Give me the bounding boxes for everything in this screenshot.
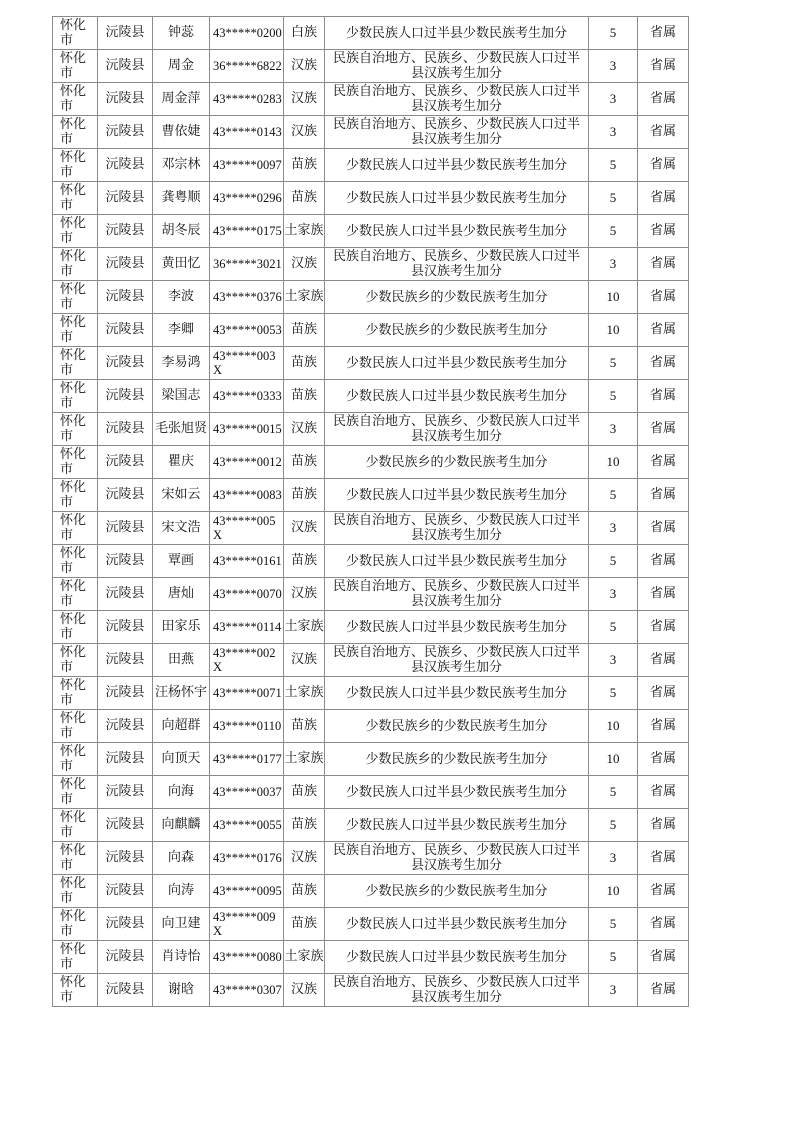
id-number-cell: 43*****0114 [210,611,284,644]
bonus-points-cell: 3 [589,578,638,611]
bonus-item-cell: 少数民族人口过半县少数民族考生加分 [325,908,589,941]
table-row [53,182,689,215]
table-row [53,149,689,182]
city-cell: 怀化市 [53,578,98,611]
city-cell: 怀化市 [53,149,98,182]
bonus-points-cell: 5 [589,908,638,941]
table-row [53,710,689,743]
bonus-item-cell: 少数民族人口过半县少数民族考生加分 [325,347,589,380]
ethnicity-cell: 白族 [284,17,325,50]
name-cell: 唐灿 [153,578,210,611]
id-number-cell: 43*****0283 [210,83,284,116]
affiliation-cell: 省属 [638,809,689,842]
bonus-points-cell: 3 [589,83,638,116]
county-cell: 沅陵县 [98,446,153,479]
city-cell: 怀化市 [53,281,98,314]
table-row [53,83,689,116]
city-cell: 怀化市 [53,182,98,215]
bonus-item-cell: 少数民族人口过半县少数民族考生加分 [325,479,589,512]
table-row [53,314,689,347]
county-cell: 沅陵县 [98,809,153,842]
id-number-cell: 43*****0070 [210,578,284,611]
bonus-points-cell: 5 [589,380,638,413]
city-cell: 怀化市 [53,611,98,644]
table-row [53,215,689,248]
bonus-points-cell: 3 [589,413,638,446]
name-cell: 向麒麟 [153,809,210,842]
bonus-points-table [52,16,689,1007]
bonus-item-cell: 少数民族人口过半县少数民族考生加分 [325,182,589,215]
county-cell: 沅陵县 [98,908,153,941]
ethnicity-cell: 汉族 [284,116,325,149]
id-number-cell: 43*****0177 [210,743,284,776]
city-cell: 怀化市 [53,512,98,545]
table-row [53,677,689,710]
table-row [53,941,689,974]
county-cell: 沅陵县 [98,644,153,677]
name-cell: 宋文浩 [153,512,210,545]
bonus-item-cell: 少数民族人口过半县少数民族考生加分 [325,677,589,710]
id-number-cell: 43*****009X [210,908,284,941]
city-cell: 怀化市 [53,545,98,578]
city-cell: 怀化市 [53,17,98,50]
ethnicity-cell: 土家族 [284,941,325,974]
id-number-cell: 43*****0333 [210,380,284,413]
bonus-points-cell: 5 [589,17,638,50]
bonus-item-cell: 民族自治地方、民族乡、少数民族人口过半县汉族考生加分 [325,413,589,446]
bonus-points-cell: 10 [589,875,638,908]
bonus-item-cell: 少数民族人口过半县少数民族考生加分 [325,149,589,182]
bonus-item-cell: 少数民族乡的少数民族考生加分 [325,281,589,314]
county-cell: 沅陵县 [98,743,153,776]
affiliation-cell: 省属 [638,677,689,710]
bonus-item-cell: 少数民族乡的少数民族考生加分 [325,875,589,908]
city-cell: 怀化市 [53,83,98,116]
county-cell: 沅陵县 [98,281,153,314]
bonus-item-cell: 少数民族乡的少数民族考生加分 [325,446,589,479]
id-number-cell: 43*****0307 [210,974,284,1007]
city-cell: 怀化市 [53,941,98,974]
city-cell: 怀化市 [53,809,98,842]
city-cell: 怀化市 [53,875,98,908]
county-cell: 沅陵县 [98,545,153,578]
county-cell: 沅陵县 [98,314,153,347]
id-number-cell: 43*****0095 [210,875,284,908]
ethnicity-cell: 土家族 [284,281,325,314]
id-number-cell: 43*****0296 [210,182,284,215]
table-row [53,809,689,842]
bonus-points-cell: 3 [589,116,638,149]
county-cell: 沅陵县 [98,842,153,875]
bonus-item-cell: 民族自治地方、民族乡、少数民族人口过半县汉族考生加分 [325,842,589,875]
id-number-cell: 43*****0110 [210,710,284,743]
city-cell: 怀化市 [53,446,98,479]
table-row [53,743,689,776]
affiliation-cell: 省属 [638,281,689,314]
bonus-points-cell: 5 [589,479,638,512]
affiliation-cell: 省属 [638,248,689,281]
county-cell: 沅陵县 [98,248,153,281]
bonus-points-cell: 3 [589,842,638,875]
bonus-points-cell: 3 [589,50,638,83]
county-cell: 沅陵县 [98,149,153,182]
name-cell: 胡冬辰 [153,215,210,248]
affiliation-cell: 省属 [638,215,689,248]
affiliation-cell: 省属 [638,380,689,413]
affiliation-cell: 省属 [638,578,689,611]
id-number-cell: 36*****6822 [210,50,284,83]
city-cell: 怀化市 [53,908,98,941]
city-cell: 怀化市 [53,710,98,743]
city-cell: 怀化市 [53,776,98,809]
affiliation-cell: 省属 [638,83,689,116]
bonus-item-cell: 民族自治地方、民族乡、少数民族人口过半县汉族考生加分 [325,248,589,281]
table-row [53,776,689,809]
id-number-cell: 43*****0175 [210,215,284,248]
ethnicity-cell: 汉族 [284,248,325,281]
bonus-points-cell: 5 [589,776,638,809]
affiliation-cell: 省属 [638,512,689,545]
name-cell: 黄田忆 [153,248,210,281]
table-row [53,479,689,512]
bonus-points-cell: 5 [589,347,638,380]
city-cell: 怀化市 [53,314,98,347]
affiliation-cell: 省属 [638,842,689,875]
id-number-cell: 43*****0012 [210,446,284,479]
table-row [53,545,689,578]
ethnicity-cell: 汉族 [284,974,325,1007]
ethnicity-cell: 苗族 [284,710,325,743]
table-row [53,644,689,677]
ethnicity-cell: 苗族 [284,809,325,842]
bonus-item-cell: 少数民族人口过半县少数民族考生加分 [325,215,589,248]
name-cell: 周金 [153,50,210,83]
bonus-item-cell: 民族自治地方、民族乡、少数民族人口过半县汉族考生加分 [325,512,589,545]
table-row [53,446,689,479]
table-row [53,842,689,875]
name-cell: 汪杨怀宇 [153,677,210,710]
affiliation-cell: 省属 [638,908,689,941]
name-cell: 梁国志 [153,380,210,413]
id-number-cell: 43*****0097 [210,149,284,182]
city-cell: 怀化市 [53,413,98,446]
ethnicity-cell: 苗族 [284,380,325,413]
county-cell: 沅陵县 [98,50,153,83]
affiliation-cell: 省属 [638,182,689,215]
ethnicity-cell: 苗族 [284,908,325,941]
affiliation-cell: 省属 [638,50,689,83]
table-row [53,875,689,908]
affiliation-cell: 省属 [638,116,689,149]
city-cell: 怀化市 [53,743,98,776]
county-cell: 沅陵县 [98,974,153,1007]
county-cell: 沅陵县 [98,875,153,908]
bonus-item-cell: 少数民族人口过半县少数民族考生加分 [325,809,589,842]
city-cell: 怀化市 [53,50,98,83]
bonus-item-cell: 少数民族人口过半县少数民族考生加分 [325,776,589,809]
name-cell: 向森 [153,842,210,875]
county-cell: 沅陵县 [98,941,153,974]
bonus-points-cell: 5 [589,677,638,710]
bonus-points-cell: 5 [589,611,638,644]
city-cell: 怀化市 [53,347,98,380]
id-number-cell: 43*****005X [210,512,284,545]
affiliation-cell: 省属 [638,545,689,578]
name-cell: 李易鸿 [153,347,210,380]
name-cell: 宋如云 [153,479,210,512]
bonus-points-cell: 5 [589,215,638,248]
id-number-cell: 43*****0176 [210,842,284,875]
bonus-points-cell: 3 [589,644,638,677]
city-cell: 怀化市 [53,248,98,281]
ethnicity-cell: 汉族 [284,83,325,116]
bonus-points-cell: 3 [589,248,638,281]
bonus-item-cell: 少数民族人口过半县少数民族考生加分 [325,611,589,644]
bonus-points-cell: 3 [589,974,638,1007]
bonus-item-cell: 少数民族乡的少数民族考生加分 [325,314,589,347]
affiliation-cell: 省属 [638,743,689,776]
affiliation-cell: 省属 [638,149,689,182]
county-cell: 沅陵县 [98,611,153,644]
city-cell: 怀化市 [53,842,98,875]
bonus-points-cell: 5 [589,545,638,578]
ethnicity-cell: 汉族 [284,413,325,446]
ethnicity-cell: 苗族 [284,446,325,479]
id-number-cell: 43*****0161 [210,545,284,578]
id-number-cell: 43*****0143 [210,116,284,149]
ethnicity-cell: 汉族 [284,644,325,677]
id-number-cell: 43*****0015 [210,413,284,446]
city-cell: 怀化市 [53,644,98,677]
county-cell: 沅陵县 [98,83,153,116]
name-cell: 瞿庆 [153,446,210,479]
ethnicity-cell: 苗族 [284,479,325,512]
affiliation-cell: 省属 [638,347,689,380]
county-cell: 沅陵县 [98,677,153,710]
bonus-points-cell: 3 [589,512,638,545]
ethnicity-cell: 土家族 [284,677,325,710]
bonus-points-cell: 10 [589,743,638,776]
county-cell: 沅陵县 [98,710,153,743]
affiliation-cell: 省属 [638,644,689,677]
affiliation-cell: 省属 [638,941,689,974]
affiliation-cell: 省属 [638,875,689,908]
table-row [53,17,689,50]
name-cell: 肖诗怡 [153,941,210,974]
affiliation-cell: 省属 [638,17,689,50]
ethnicity-cell: 汉族 [284,512,325,545]
affiliation-cell: 省属 [638,446,689,479]
ethnicity-cell: 汉族 [284,50,325,83]
table-row [53,578,689,611]
ethnicity-cell: 土家族 [284,611,325,644]
id-number-cell: 43*****0053 [210,314,284,347]
city-cell: 怀化市 [53,677,98,710]
county-cell: 沅陵县 [98,413,153,446]
ethnicity-cell: 苗族 [284,347,325,380]
name-cell: 李波 [153,281,210,314]
id-number-cell: 43*****0083 [210,479,284,512]
id-number-cell: 43*****003X [210,347,284,380]
name-cell: 谢晗 [153,974,210,1007]
ethnicity-cell: 土家族 [284,215,325,248]
table-row [53,281,689,314]
id-number-cell: 43*****0200 [210,17,284,50]
id-number-cell: 43*****002X [210,644,284,677]
id-number-cell: 43*****0037 [210,776,284,809]
bonus-item-cell: 民族自治地方、民族乡、少数民族人口过半县汉族考生加分 [325,644,589,677]
affiliation-cell: 省属 [638,611,689,644]
table-row [53,512,689,545]
affiliation-cell: 省属 [638,479,689,512]
bonus-item-cell: 少数民族乡的少数民族考生加分 [325,743,589,776]
affiliation-cell: 省属 [638,974,689,1007]
ethnicity-cell: 土家族 [284,743,325,776]
id-number-cell: 43*****0080 [210,941,284,974]
affiliation-cell: 省属 [638,314,689,347]
ethnicity-cell: 苗族 [284,875,325,908]
name-cell: 李卿 [153,314,210,347]
name-cell: 向顶天 [153,743,210,776]
city-cell: 怀化市 [53,974,98,1007]
county-cell: 沅陵县 [98,182,153,215]
table-body [53,17,689,1007]
county-cell: 沅陵县 [98,512,153,545]
county-cell: 沅陵县 [98,215,153,248]
bonus-points-cell: 10 [589,314,638,347]
county-cell: 沅陵县 [98,380,153,413]
affiliation-cell: 省属 [638,776,689,809]
id-number-cell: 36*****3021 [210,248,284,281]
county-cell: 沅陵县 [98,479,153,512]
bonus-item-cell: 少数民族人口过半县少数民族考生加分 [325,941,589,974]
bonus-item-cell: 少数民族乡的少数民族考生加分 [325,710,589,743]
county-cell: 沅陵县 [98,578,153,611]
city-cell: 怀化市 [53,215,98,248]
ethnicity-cell: 汉族 [284,842,325,875]
ethnicity-cell: 苗族 [284,776,325,809]
bonus-item-cell: 少数民族人口过半县少数民族考生加分 [325,17,589,50]
affiliation-cell: 省属 [638,710,689,743]
name-cell: 毛张旭贤 [153,413,210,446]
ethnicity-cell: 苗族 [284,314,325,347]
name-cell: 向海 [153,776,210,809]
bonus-item-cell: 民族自治地方、民族乡、少数民族人口过半县汉族考生加分 [325,116,589,149]
name-cell: 田燕 [153,644,210,677]
table-row [53,974,689,1007]
table-row [53,116,689,149]
name-cell: 向超群 [153,710,210,743]
county-cell: 沅陵县 [98,776,153,809]
bonus-item-cell: 民族自治地方、民族乡、少数民族人口过半县汉族考生加分 [325,974,589,1007]
bonus-points-cell: 5 [589,182,638,215]
table-row [53,248,689,281]
table-row [53,611,689,644]
table-row [53,380,689,413]
county-cell: 沅陵县 [98,347,153,380]
name-cell: 钟蕊 [153,17,210,50]
county-cell: 沅陵县 [98,116,153,149]
bonus-item-cell: 民族自治地方、民族乡、少数民族人口过半县汉族考生加分 [325,83,589,116]
table-row [53,50,689,83]
name-cell: 向卫建 [153,908,210,941]
id-number-cell: 43*****0071 [210,677,284,710]
bonus-item-cell: 民族自治地方、民族乡、少数民族人口过半县汉族考生加分 [325,578,589,611]
bonus-item-cell: 少数民族人口过半县少数民族考生加分 [325,380,589,413]
ethnicity-cell: 汉族 [284,578,325,611]
name-cell: 覃画 [153,545,210,578]
id-number-cell: 43*****0055 [210,809,284,842]
ethnicity-cell: 苗族 [284,545,325,578]
name-cell: 向涛 [153,875,210,908]
city-cell: 怀化市 [53,380,98,413]
bonus-points-cell: 10 [589,710,638,743]
name-cell: 周金萍 [153,83,210,116]
bonus-points-cell: 5 [589,941,638,974]
name-cell: 曹依婕 [153,116,210,149]
table-row [53,413,689,446]
bonus-item-cell: 民族自治地方、民族乡、少数民族人口过半县汉族考生加分 [325,50,589,83]
bonus-points-cell: 5 [589,809,638,842]
name-cell: 田家乐 [153,611,210,644]
bonus-points-cell: 10 [589,446,638,479]
county-cell: 沅陵县 [98,17,153,50]
city-cell: 怀化市 [53,116,98,149]
bonus-points-cell: 5 [589,149,638,182]
table-row [53,347,689,380]
bonus-item-cell: 少数民族人口过半县少数民族考生加分 [325,545,589,578]
bonus-points-cell: 10 [589,281,638,314]
city-cell: 怀化市 [53,479,98,512]
affiliation-cell: 省属 [638,413,689,446]
table-row [53,908,689,941]
name-cell: 龚粤顺 [153,182,210,215]
ethnicity-cell: 苗族 [284,149,325,182]
ethnicity-cell: 苗族 [284,182,325,215]
name-cell: 邓宗林 [153,149,210,182]
id-number-cell: 43*****0376 [210,281,284,314]
